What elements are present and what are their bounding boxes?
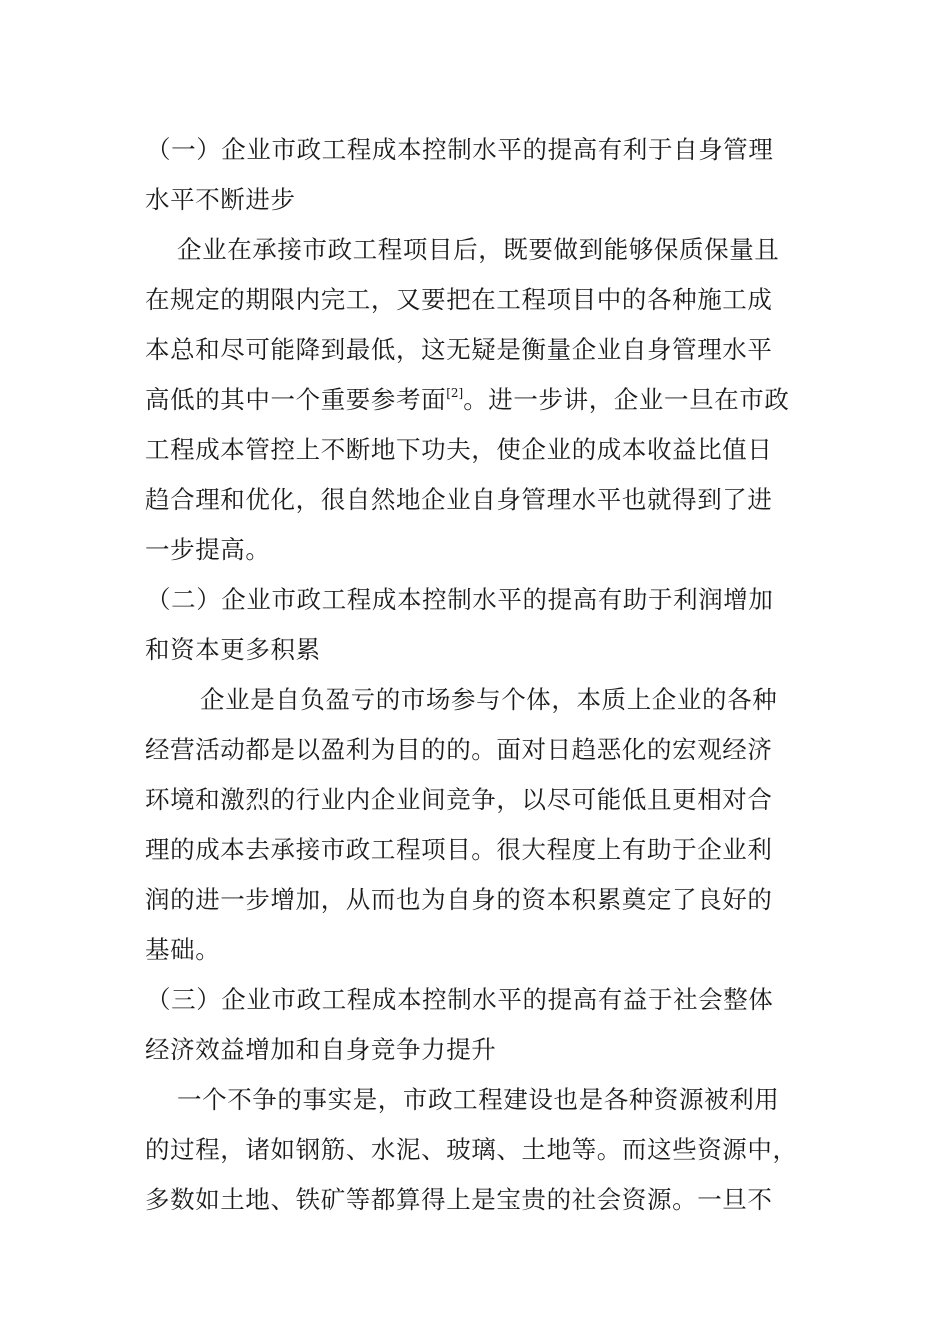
section-2-body-line-3: 环境和激烈的行业内企业间竞争，以尽可能低且更相对合: [145, 785, 773, 814]
section-1-heading-line-1: （一）企业市政工程成本控制水平的提高有利于自身管理: [146, 135, 774, 164]
section-1-body-line-7: 一步提高。: [145, 535, 271, 564]
citation-superscript: [2]: [446, 386, 464, 400]
section-3-heading-line-2: 经济效益增加和自身竞争力提升: [145, 1035, 497, 1064]
section-1-body-line-2: 在规定的期限内完工，又要把在工程项目中的各种施工成: [145, 285, 773, 314]
section-3-heading-line-1: （三）企业市政工程成本控制水平的提高有益于社会整体: [146, 985, 774, 1014]
section-1-body-line-4: [145, 384, 825, 416]
section-1-body-line-4-text: 高低的其中一个重要参考面: [145, 385, 447, 414]
section-2-heading-line-2: 和资本更多积累: [145, 635, 321, 664]
section-2-body-line-5: 润的进一步增加，从而也为自身的资本积累奠定了良好的: [145, 885, 773, 914]
section-2-heading-line-1: （二）企业市政工程成本控制水平的提高有助于利润增加: [146, 585, 774, 614]
section-3-body-line-1: 一个不争的事实是，市政工程建设也是各种资源被利用: [177, 1085, 780, 1114]
section-1-body-line-5: 工程成本管控上不断地下功夫，使企业的成本收益比值日: [145, 435, 773, 464]
section-1-body-line-4-tail: 。进一步讲，企业一旦在市政: [463, 385, 790, 414]
section-1-body-line-1: 企业在承接市政工程项目后，既要做到能够保质保量且: [177, 235, 780, 264]
section-2-body-line-4: 理的成本去承接市政工程项目。很大程度上有助于企业利: [145, 835, 773, 864]
section-2-body-line-2: 经营活动都是以盈利为目的的。面对日趋恶化的宏观经济: [145, 735, 773, 764]
section-2-body-line-6: 基础。: [145, 935, 221, 964]
section-1-body-line-6: 趋合理和优化，很自然地企业自身管理水平也就得到了进: [145, 485, 773, 514]
section-3-body-line-3: 多数如土地、铁矿等都算得上是宝贵的社会资源。一旦不: [145, 1185, 773, 1214]
section-1-heading-line-2: 水平不断进步: [145, 185, 296, 214]
section-2-body-line-1: 企业是自负盈亏的市场参与个体，本质上企业的各种: [200, 685, 778, 714]
section-1-body-line-3: 本总和尽可能降到最低，这无疑是衡量企业自身管理水平: [145, 335, 773, 364]
section-3-body-line-2: 的过程，诸如钢筋、水泥、玻璃、土地等。而这些资源中，: [145, 1135, 798, 1164]
